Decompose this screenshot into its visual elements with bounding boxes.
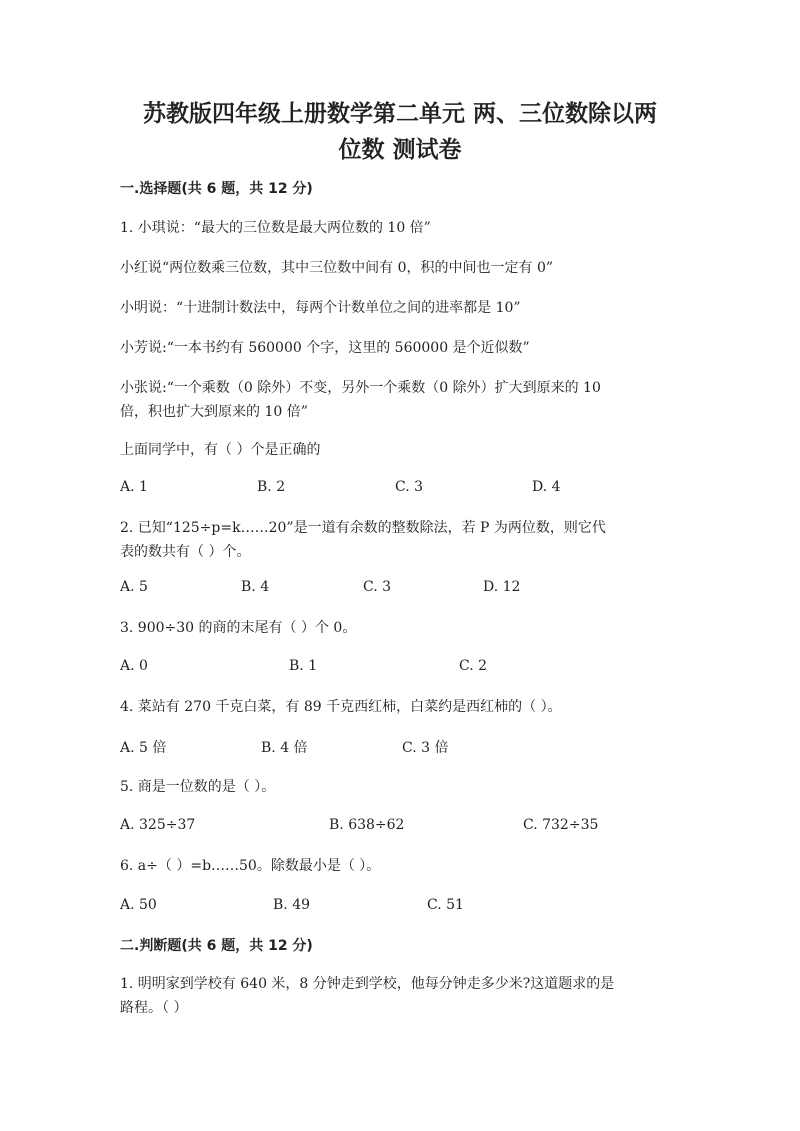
question-2-line-1: 2. 已知“125÷p=k……20”是一道有余数的整数除法，若 P 为两位数，则它代 bbox=[120, 520, 606, 536]
question-3-option-c: C. 2 bbox=[459, 658, 488, 674]
question-2-line-2: 表的数共有（ ）个。 bbox=[120, 544, 251, 560]
title-line-2: 位数 测试卷 bbox=[338, 137, 462, 163]
question-1-line-2: 小红说“两位数乘三位数，其中三位数中间有 0，积的中间也一定有 0” bbox=[120, 260, 554, 276]
question-6-line-1: 6. a÷（ ）=b……50。除数最小是（ ）。 bbox=[120, 858, 381, 874]
question-3-option-b: B. 1 bbox=[289, 658, 318, 674]
question-2-option-d: D. 12 bbox=[483, 579, 521, 595]
section-heading-choice: 一.选择题(共 6 题，共 12 分) bbox=[120, 181, 313, 197]
question-4-option-b: B. 4 倍 bbox=[261, 740, 308, 756]
judgment-question-1-line-2: 路程。（ ） bbox=[120, 1000, 188, 1016]
question-5-option-a: A. 325÷37 bbox=[120, 817, 196, 833]
question-1-option-c: C. 3 bbox=[395, 479, 424, 495]
question-6-option-b: B. 49 bbox=[273, 897, 311, 913]
question-1-line-4: 小芳说:“一本书约有 560000 个字，这里的 560000 是个近似数” bbox=[120, 340, 530, 356]
question-1-option-b: B. 2 bbox=[257, 479, 286, 495]
judgment-question-1-line-1: 1. 明明家到学校有 640 米，8 分钟走到学校，他每分钟走多少米?这道题求的是 bbox=[120, 976, 615, 992]
question-5-option-c: C. 732÷35 bbox=[523, 817, 599, 833]
question-2-option-b: B. 4 bbox=[241, 579, 270, 595]
question-4-line-1: 4. 菜站有 270 千克白菜，有 89 千克西红柿，白菜约是西红柿的（ ）。 bbox=[120, 699, 562, 715]
question-1-line-6: 倍，积也扩大到原来的 10 倍” bbox=[120, 404, 308, 420]
question-1-option-a: A. 1 bbox=[120, 479, 148, 495]
question-5-line-1: 5. 商是一位数的是（ ）。 bbox=[120, 779, 276, 795]
question-1-line-5: 小张说:“一个乘数（0 除外）不变，另外一个乘数（0 除外）扩大到原来的 10 bbox=[120, 380, 601, 396]
question-4-option-c: C. 3 倍 bbox=[402, 740, 449, 756]
question-1-line-3: 小明说：“十进制计数法中，每两个计数单位之间的进率都是 10” bbox=[120, 300, 521, 316]
question-2-option-a: A. 5 bbox=[120, 579, 148, 595]
question-5-option-b: B. 638÷62 bbox=[329, 817, 405, 833]
section-heading-judgment: 二.判断题(共 6 题，共 12 分) bbox=[120, 938, 313, 954]
question-3-line-1: 3. 900÷30 的商的末尾有（ ）个 0。 bbox=[120, 620, 357, 636]
document-title bbox=[80, 96, 720, 168]
question-3-option-a: A. 0 bbox=[120, 658, 148, 674]
question-1-option-d: D. 4 bbox=[532, 479, 561, 495]
question-2-option-c: C. 3 bbox=[363, 579, 392, 595]
question-6-option-a: A. 50 bbox=[120, 897, 157, 913]
question-4-option-a: A. 5 倍 bbox=[120, 740, 167, 756]
question-1-line-1: 1. 小琪说：“最大的三位数是最大两位数的 10 倍” bbox=[120, 220, 431, 236]
question-1-line-7: 上面同学中，有（ ）个是正确的 bbox=[120, 442, 321, 458]
question-6-option-c: C. 51 bbox=[427, 897, 464, 913]
title-line-1: 苏教版四年级上册数学第二单元 两、三位数除以两 bbox=[142, 101, 657, 127]
